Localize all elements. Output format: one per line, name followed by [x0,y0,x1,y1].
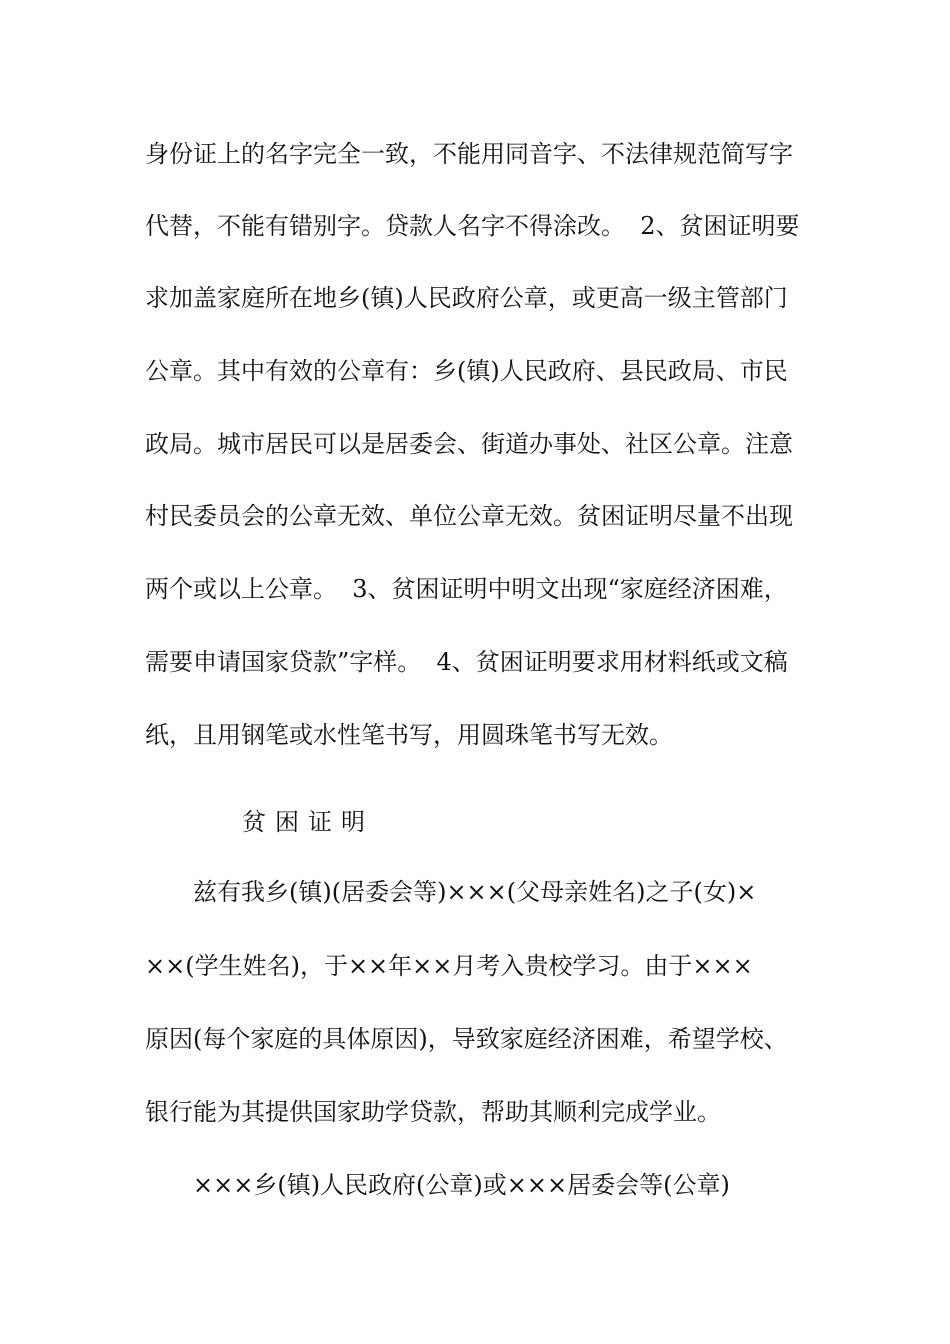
stamp-line: ×××乡(镇)人民政府(公章)或×××居委会等(公章) [193,1171,730,1199]
certificate-body-line-1: 兹有我乡(镇)(居委会等)×××(父母亲姓名)之子(女)× [193,878,757,906]
certificate-body-line-2: ××(学生姓名)，于××年××月考入贵校学习。由于××× [145,952,753,980]
paragraph-line-4: 公章。其中有效的公章有：乡(镇)人民政府、县民政局、市民 [145,357,788,385]
paragraph-line-7: 两个或以上公章。 3、贫困证明中明文出现“家庭经济困难， [145,575,788,603]
certificate-body-line-3: 原因(每个家庭的具体原因)，导致家庭经济困难，希望学校、 [145,1025,788,1053]
paragraph-line-9: 纸，且用钢笔或水性笔书写，用圆珠笔书写无效。 [145,721,673,749]
paragraph-line-1: 身份证上的名字完全一致，不能用同音字、不法律规范简写字 [145,140,793,168]
paragraph-line-3: 求加盖家庭所在地乡(镇)人民政府公章，或更高一级主管部门 [145,284,788,312]
paragraph-line-2: 代替，不能有错别字。贷款人名字不得涂改。 2、贫困证明要 [145,212,800,240]
paragraph-line-5: 政局。城市居民可以是居委会、街道办事处、社区公章。注意 [145,430,793,458]
paragraph-line-6: 村民委员会的公章无效、单位公章无效。贫困证明尽量不出现 [145,502,793,530]
paragraph-line-8: 需要申请国家贷款”字样。 4、贫困证明要求用材料纸或文稿 [145,648,788,676]
certificate-title: 贫困证明 [242,808,374,836]
certificate-body-line-4: 银行能为其提供国家助学贷款，帮助其顺利完成学业。 [145,1098,721,1126]
